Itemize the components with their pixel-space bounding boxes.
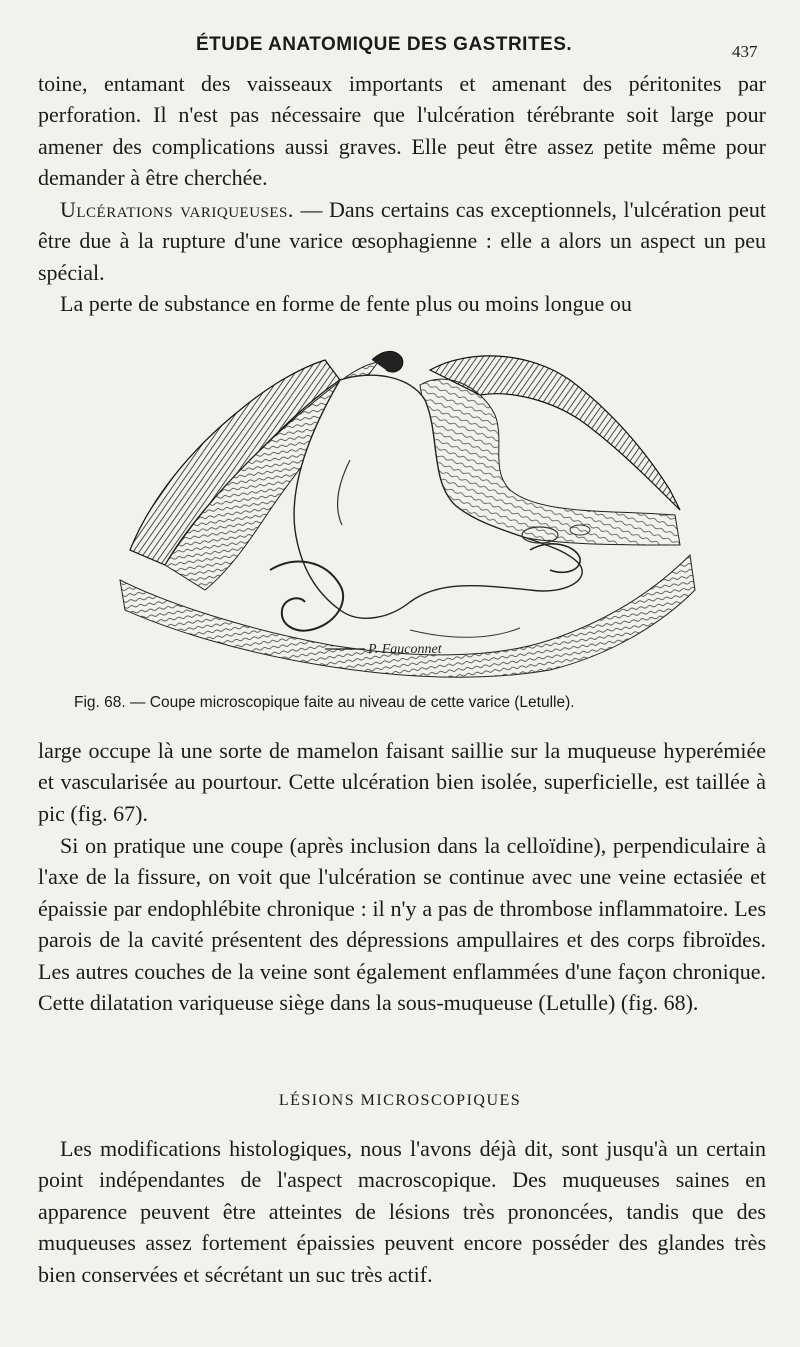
running-head — [0, 34, 800, 61]
paragraph-2-text: — Dans certains cas exceptionnels, l'ulcération peut être due à la rupture d'une varice œsophagienne : elle a alors un aspect un peu spécial. — [38, 197, 766, 285]
running-title: ÉTUDE ANATOMIQUE DES GASTRITES. — [196, 34, 573, 55]
paragraph-2 — [38, 194, 766, 288]
paragraph-4: large occupe là une sorte de mamelon faisant saillie sur la muqueuse hyperémiée et vascularisée au pourtour. Cette ulcération bien isolée, superficielle, est taillée à pic (fig. 67). — [38, 738, 766, 826]
paragraph-5: Si on pratique une coupe (après inclusion dans la celloïdine), perpendiculaire à l'axe de la fissure, on voit que l'ulcération se continue avec une veine ectasiée et épaissie par endophlébite chronique : il n'y a pas de thrombose inflammatoire. Les parois de la cavité présentent des dépressions ampullaires et des corps fibroïdes. Les autres couches de la veine sont également enflammées d'une façon chronique. Cette dilatation variqueuse siège dans la sous-muqueuse (Letulle) (fig. 68). — [38, 833, 766, 1016]
paragraph-1: toine, entamant des vaisseaux importants et amenant des péritonites par perforation. Il n'est pas nécessaire que l'ulcération térébrante soit large pour amener des complications aussi graves. Elle peut être assez petite même pour demander à être cherchée. — [38, 71, 766, 191]
section-title: LÉSIONS MICROSCOPIQUES — [278, 1092, 522, 1109]
paragraph-3: La perte de substance en forme de fente plus ou moins longue ou — [60, 291, 632, 316]
paragraph-2-heading: Ulcérations variqueuses. — [60, 197, 294, 222]
figure-68 — [110, 340, 700, 680]
page-number: 437 — [732, 42, 758, 61]
figure-signature: P. Fauconnet — [368, 642, 442, 657]
figure-caption: Fig. 68. — Coupe microscopique faite au niveau de cette varice (Letulle). — [74, 694, 575, 711]
figure-illustration — [110, 340, 700, 680]
paragraph-6: Les modifications histologiques, nous l'avons déjà dit, sont jusqu'à un certain point indépendantes de l'aspect macroscopique. Des muqueuses saines en apparence peuvent être atteintes de lésions très prononcées, tandis que des muqueuses assez fortement épaissies peuvent encore posséder des glandes très bien conservées et sécrétant un suc très actif. — [38, 1136, 766, 1287]
